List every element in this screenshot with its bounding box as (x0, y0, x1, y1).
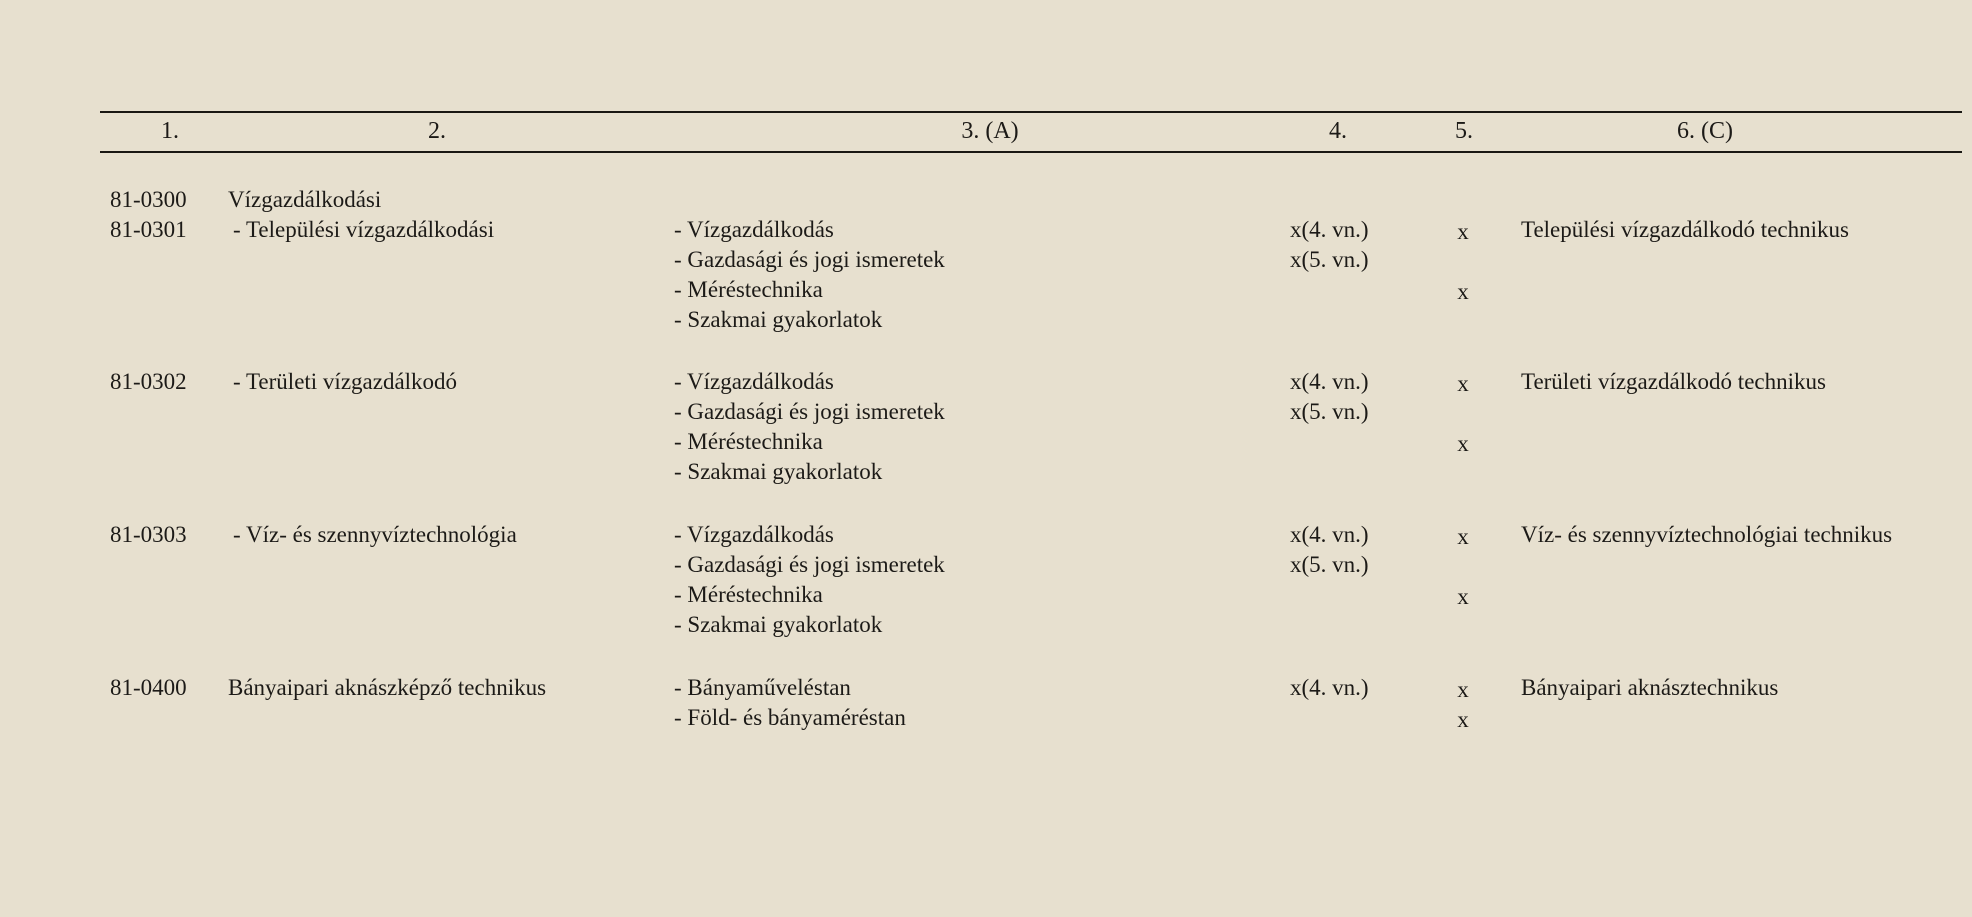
col4-mark: x(4. vn.) (1290, 217, 1369, 242)
col5-mark: x (1457, 431, 1469, 456)
col5-mark: x (1457, 584, 1469, 609)
subject-item: - Föld- és bányaméréstan (674, 705, 906, 730)
subject-item: - Bányaműveléstan (674, 675, 851, 700)
row-name: - Települési vízgazdálkodási (233, 217, 495, 242)
subject-item: - Vízgazdálkodás (674, 369, 834, 394)
col5-mark: x (1457, 219, 1469, 244)
subject-item: - Szakmai gyakorlatok (674, 612, 883, 637)
qualification-text: Területi vízgazdálkodó technikus (1521, 369, 1826, 394)
col4-mark: x(4. vn.) (1290, 369, 1369, 394)
subject-item: - Méréstechnika (674, 429, 823, 454)
row-code: 81-0302 (110, 369, 187, 394)
col5-mark: x (1457, 279, 1469, 304)
header-col-2: 2. (428, 118, 446, 144)
col4-mark: x(5. vn.) (1290, 552, 1369, 577)
row-code: 81-0300 (110, 187, 187, 212)
header-col-1: 1. (161, 118, 179, 144)
col5-mark: x (1457, 524, 1469, 549)
subject-item: - Méréstechnika (674, 277, 823, 302)
header-col-3: 3. (A) (961, 118, 1019, 144)
subject-item: - Szakmai gyakorlatok (674, 307, 883, 332)
subject-item: - Méréstechnika (674, 582, 823, 607)
row-name: - Területi vízgazdálkodó (233, 369, 458, 394)
qualification-text: Víz- és szennyvíztechnológiai technikus (1521, 522, 1893, 547)
subject-item: - Gazdasági és jogi ismeretek (674, 399, 945, 424)
row-name: Vízgazdálkodási (228, 187, 382, 212)
row-code: 81-0301 (110, 217, 187, 242)
subject-item: - Gazdasági és jogi ismeretek (674, 552, 945, 577)
subject-item: - Vízgazdálkodás (674, 217, 834, 242)
col4-mark: x(4. vn.) (1290, 675, 1369, 700)
col5-mark: x (1457, 371, 1469, 396)
subject-item: - Gazdasági és jogi ismeretek (674, 247, 945, 272)
subject-item: - Szakmai gyakorlatok (674, 459, 883, 484)
header-col-4: 4. (1329, 118, 1347, 144)
header-col-5: 5. (1455, 118, 1473, 144)
subject-item: - Vízgazdálkodás (674, 522, 834, 547)
col4-mark: x(5. vn.) (1290, 399, 1369, 424)
col4-mark: x(4. vn.) (1290, 522, 1369, 547)
col4-mark: x(5. vn.) (1290, 247, 1369, 272)
table-top-rule (100, 111, 1962, 113)
header-col-6: 6. (C) (1677, 118, 1733, 144)
row-code: 81-0400 (110, 675, 187, 700)
qualification-text: Bányaipari aknásztechnikus (1521, 675, 1779, 700)
col5-mark: x (1457, 707, 1469, 732)
row-code: 81-0303 (110, 522, 187, 547)
row-name: - Víz- és szennyvíztechnológia (233, 522, 517, 547)
col5-mark: x (1457, 677, 1469, 702)
row-name: Bányaipari aknászképző technikus (228, 675, 547, 700)
table-header-rule (100, 151, 1962, 153)
qualification-text: Települési vízgazdálkodó technikus (1521, 217, 1849, 242)
